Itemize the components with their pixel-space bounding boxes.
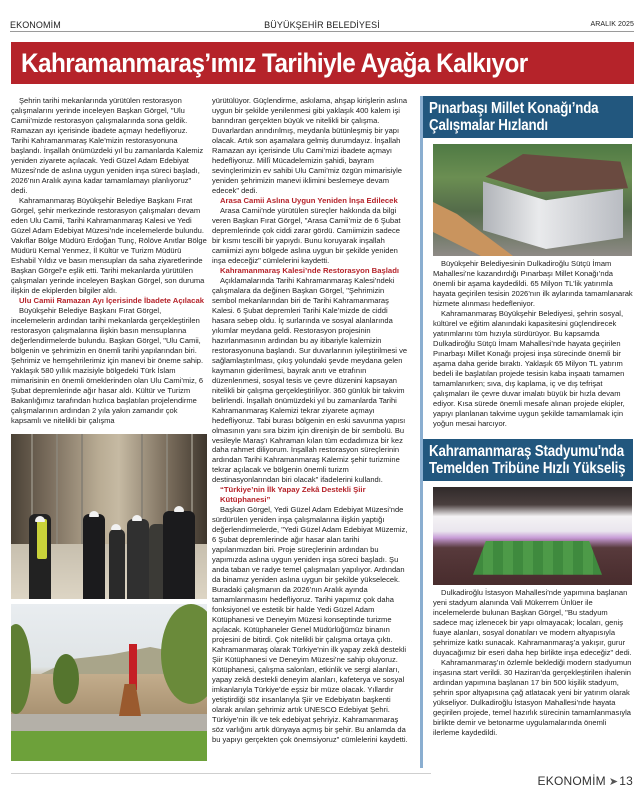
sidebar-story-1-body (433, 259, 634, 429)
publisher-name: BÜYÜKŞEHİR BELEDİYESİ (264, 20, 380, 30)
article-paragraph: Büyükşehir Belediyesinin Dulkadiroğlu Sütçü İmam Mahallesi’ne kazandırdığı Pınarbaşı Millet Konağı’nda önemli bir aşama kaydedildi. 65 Milyon TL’lik yatırımla hayata geçirilen tesisin 2026’nın ilk aylarında tamamlanarak hizmete alınması hedefleniyor. (433, 259, 633, 308)
subheading-ulu-camii: Ulu Camii Ramazan Ayı İçerisinde İbadete Açılacak (19, 295, 204, 305)
article-paragraph: Şehrin tarihi mekanlarında yürütülen restorasyon çalışmalarını yerinde inceleyen Başkan Görgel, "Ulu Camii’mizde restorasyon çalışmalarında sona geldik. Ramazan ayı içerisinde ibadete açmayı hedefliyoruz. Tarihi Kahramanmaraş Kale’mizin restorasyonuna başlandı. İnşallah önümüzdeki yıl bu zamanlarda Kalemiz yeniden ziyarete açılacak. Yedi Güzel Adam Edebiyat Müzesi’nde de aslına uygun yeniden inşa süreci başladı, 2026’nın Aralık ayına kadar tamamlamayı planlıyoruz" dedi. (11, 96, 204, 195)
subheading-kahramanmaras-kalesi: Kahramanmaraş Kalesi’nde Restorasyon Başladı (220, 265, 400, 275)
kale-rendering-photo (11, 604, 207, 761)
main-headline-banner (11, 42, 634, 84)
article-column-2 (212, 96, 410, 745)
article-paragraph: Büyükşehir Belediye Başkanı Fırat Görgel, incelemelerin ardından tarihi mekanlarda gerçekleştirilen restorasyon çalışmalarına ilişkin basın mensuplarına değerlendirmelerde bulundu. Başkan Görgel, "Ulu Camii, bölgenin ve şehrimizin en önemli tarihi yapılarından biri. Şehrimiz ve hemşehrilerimiz için manevi bir öneme sahip. Yaklaşık 580 yıllık mazisiyle bölgedeki Türk İslam mimarisinin en önemli örneklerinden olan Ulu Cami’miz, 6 Şubat depremlerinde ağır hasar aldı. Kültür ve Turizm Bakanlığımız tarafından hızlıca başlatılan projelendirme çalışmalarının ardından 2 yıla yakın zamandır çok kapsamlı ve nitelikli bir çalışma (11, 305, 204, 425)
page-footer (538, 774, 633, 788)
page-number: 13 (619, 774, 633, 788)
footer-section-name: EKONOMİM (537, 774, 606, 788)
article-paragraph: Kahramanmaraş’ın özlemle beklediği modern stadyumun inşasına start verildi. 30 Haziran’da gerçekleştirilen ihalenin ardından yapımına başlanan 17 bin 500 kişilik stadyum, şehrin spor altyapısına çağ atlatacak yeni bir yatırım olarak yükseliyor. Dulkadiroğlu İstasyon Mahallesi’nde hayata geçirilen projede, temel hazırlık sürecinin tamamlanmasıyla birlikte demir ve betonarme uygulamalarında önemli ilerleme kaydedildi. (433, 657, 632, 737)
article-paragraph: yürütülüyor. Güçlendirme, askılama, ahşap kirişlerin aslına uygun bir şekilde yenilenmesi gibi yaklaşık 400 kalem işi barındıran gerçekten büyük ve nitelikli bir çalışma. Duvarlardan arındırılmış, meydanla bütünleşmiş bir yapı olacak. Artık son aşamalara gelmiş durumdayız. İnşallah Ramazan ayı içerisinde Ulu Cami’mizi ibadete açmayı hedefliyoruz. Millî Mücadelemizin şahidi, bayram sevinçlerimizin ev sahibi Ulu Cami’miz özgün mimarisiyle yeniden şehrimizin manevi iklimini beslemeye devam edecek" dedi. (212, 96, 408, 195)
subheading-siir-kutuphanesi: “Türkiye’nin İlk Yapay Zekâ Destekli Şiir Kütüphanesi” (220, 485, 366, 505)
section-name: EKONOMİM (10, 20, 61, 30)
article-paragraph: Arasa Camii’nde yürütülen süreçler hakkında da bilgi veren Başkan Fırat Görgel, "Arasa Camii’miz de 6 Şubat depremlerinde çok ciddi zarar gördü. Camiimizin sadece bir kısmı tescilli bir yapıydı. Bunu koruyarak inşallah camiimizi aynı bölgede aslına uygun bir şekilde yeniden inşa edeceğiz" cümlelerini kaydetti. (212, 205, 401, 265)
article-paragraph: Kahramanmaraş Büyükşehir Belediyesi, şehrin sosyal, kültürel ve eğitim alanındaki kapasitesini güçlendirecek yatırımlarını tüm hızıyla sürdürüyor. Bu kapsamda Dulkadiroğlu Sütçü İmam Mahallesi’nde hayata geçirilen Pınarbaşı Millet Konağı projesi inşa sürecinde önemli bir aşama daha geride bıraktı. Yaklaşık 65 Milyon TL yatırım bedeli ile başlatılan projede tesisin kaba inşaatı tamamen tamamlanırken; sıva, dış kaplama, iç ve dış tefrişat çalışmaları ile çevre duvar imalatı büyük bir hızla devam ediyor. Kısa sürede önemli mesafe alınan projede ekipler, yapıyı planlanan takvime uygun şekilde tamamlamak için yoğun mesai harcıyor. (433, 308, 625, 428)
sidebar-story-2-title-line-2: Temelden Tribüne Hızlı Yükseliş (429, 459, 626, 477)
sidebar-story-1-title-line-1: Pınarbaşı Millet Konağı’nda (429, 100, 599, 117)
sidebar-story-2-body (433, 588, 634, 738)
article-paragraph: Açıklamalarında Tarihi Kahramanmaraş Kalesi’ndeki çalışmalara da değinen Başkan Görgel, "Şehrimizin sembol mekanlarından biri de Tarihi Kahramanmaraş Kalesi. 6 Şubat depremleri Tarihi Kale’mizde de ciddi hasara sebep oldu. İç surlarında ve sosyal alanlarında yıkımlar meydana geldi. Restorasyon projesinin hazırlanmasının ardından bu ay itibariyle kalemizin restorasyonuna başlandı. Sur duvarlarının iyileştirilmesi ve sağlamlaştırılması, çıkış yolundaki şevde meydana gelen kaymanın giderilmesi, bayrak anıtı ve etrafının düzenlenmesi, sosyal tesis ve çevre düzenini kapsayan nitelikli bir çalışma gerçekleştiriliyor. 360 günlük bir takvim belirlendi. İnşallah önümüzdeki yıl bu zamanlarda Tarihi Kahramanmaraş Kalemizi tekrar ziyarete açmayı hedefliyoruz. Tabi burası bölgenin en eski savunma yapısı olmasının yanı sıra bizim için direnişin de bir sembolü. Bu vesileyle Maraş’ı Kahraman kılan tüm ecdadımıza bir kez daha rahmet diliyorum. İnşallah restorasyon süreçlerinin ardından Tarihi Kahramanmaraş Kalemiz şehir turizmine tekrar açılacak ve bölgenin önemli turizm destinasyonlarından biri olacak" ifadelerini kullandı. (212, 275, 408, 485)
restoration-visit-photo (11, 434, 207, 599)
sidebar-news (420, 96, 633, 768)
article-column-1 (11, 96, 207, 426)
stadium-photo (433, 487, 632, 585)
article-paragraph: Kahramanmaraş Büyükşehir Belediye Başkanı Fırat Görgel, şehir merkezinde restorasyon çalışmaları devam eden Ulu Camii, Tarihi Kahramanmaraş Kalesi ve Yedi Güzel Adam Edebiyat Müzesi’nde incelemelerde bulundu. Vakıflar Bölge Müdürü Erdoğan Tunç, Rölöve Anıtlar Bölge Müdürü Kemal Yenmez, İl Kültür ve Turizm Müdürü Eshabil Yıldız ve basın mensupları da saha ziyaretlerinde Başkan Görgel’e eşlik etti. Tarihi mekanlarda yürütülen çalışmaları yerinde inceleyen Başkan Görgel, son duruma ilişkin de ekiplerden bilgiler aldı. (11, 195, 207, 295)
masthead (10, 18, 634, 32)
sidebar-story-1-title (423, 96, 633, 138)
bottom-divider (11, 773, 431, 774)
millet-konagi-photo (433, 144, 632, 256)
arrow-right-icon: ➤ (608, 776, 619, 788)
main-headline: Kahramanmaraş’ımız Tarihiyle Ayağa Kalkıyor (21, 48, 528, 78)
article-paragraph: Dulkadiroğlu İstasyon Mahallesi’nde yapımına başlanan yeni stadyum alanında Vali Mükerrem Ünlüer ile incelemelerde bulunan Başkan Görgel, "Bu stadyum sadece maç izlenecek bir yapı olmayacak; locaları, geniş fuaye alanları, sosyal donatıları ve modern altyapısıyla şehrimize katkı sunacak. Kahramanmaraş’a yakışır, gurur duyacağımız bir eseri daha hep birlikte inşa edeceğiz" dedi. (433, 587, 632, 657)
sidebar-story-1-title-line-2: Çalışmalar Hızlandı (429, 117, 548, 134)
issue-date: ARALIK 2025 (590, 21, 634, 28)
article-paragraph: Başkan Görgel, Yedi Güzel Adam Edebiyat Müzesi’nde sürdürülen yeniden inşa çalışmalarına ilişkin yaptığı değerlendirmelerde, "Yedi Güzel Adam Edebiyat Müzemiz, 6 Şubat depremlerinde ağır hasar alan tarihi yapılarımızdan biri. Proje süreçlerinin ardından bu yapımızda aslına uygun yeniden inşa süreci başladı. Şu anda taban ve radye temel çalışmaları yapılıyor. Ardından da binamız yeniden aslına uygun bir şekilde yükselecek. Buradaki çalışmanın da 2026’nın Aralık ayında tamamlanmasını hedefliyoruz. Tarihi yapımız çok daha fonksiyonel ve estetik bir halde Yedi Güzel Adam Kütüphanesi ve Deneyim Müzesi konseptinde turizme açılacak. Kütüphaneler Genel Müdürlüğümüz binanın projesini de bitirdi. Çok nitelikli bir çalışma ortaya çıktı. Kahramanmaraş olarak Türkiye’nin ilk yapay zekâ destekli Şiir Kütüphanesi ve Deneyim Müzesi’ne sahip oluyoruz. Kütüphanesi, çalışma salonları, etkinlik ve sergi alanları, yapay zekâ destekli deneyim alanları, kafeterya ve sosyal imkanlarıyla Türkiye’de eşsiz bir müze olacak. Yıllardır yetiştirdiği söz insanlarıyla Şiir ve Edebiyatın başkenti olarak anılan şehrimiz artık UNESCO Edebiyat Şehri. Türkiye’nin ilk ve tek edebiyat şehriyiz. Kahramanmaraş söz varlığını artık dünyaya açmış bir şehir. Bu anlamda da bu yapıyı gerçekten çok önemsiyoruz" cümlelerini kaydetti. (212, 505, 408, 745)
sidebar-story-2-title (423, 439, 633, 481)
sidebar-story-2-title-line-1: Kahramanmaraş Stadyumu'nda (429, 442, 625, 460)
subheading-arasa-camii: Arasa Camii Aslına Uygun Yeniden İnşa Edilecek (220, 195, 398, 205)
